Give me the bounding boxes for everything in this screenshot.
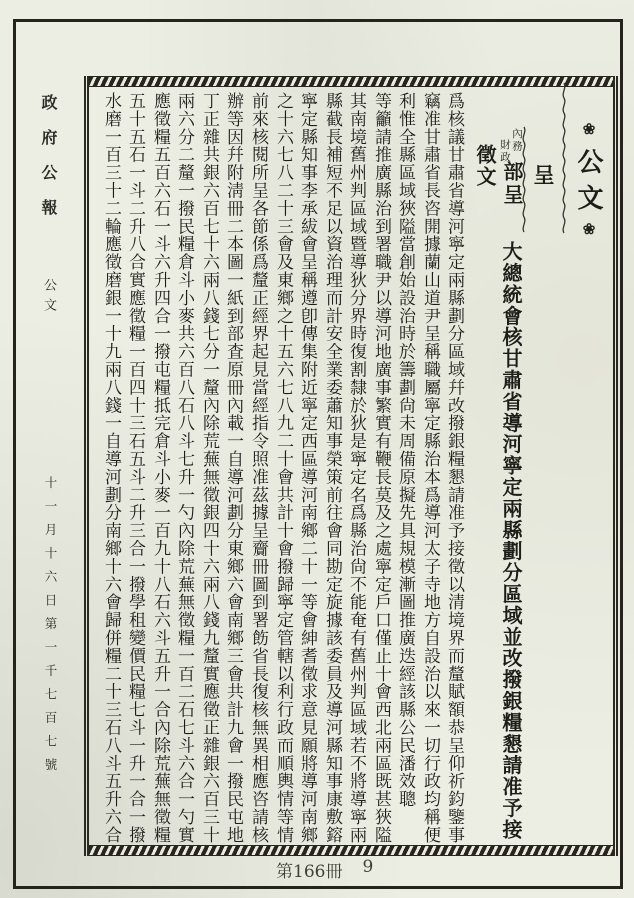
rosette-icon: ❀: [580, 120, 596, 148]
body-column: 辦等因幷附淸冊二本圖一紙到部査原冊內載一自導河劃分東鄉六會南鄉三會共計九會一撥民屯地: [224, 92, 243, 844]
body-column: 其南境舊州判區域暨導狄分界時復割隸於狄是寧定名爲縣治尙不能奄有舊州判區域若不將導寧兩: [347, 92, 366, 844]
memorial-title: 大總統會核甘肅省導河寧定兩縣劃分區域並改撥銀糧懇請准予接: [499, 241, 521, 841]
body-column: 竊准甘肅省長咨開據蘭山道尹呈稱職屬寧定縣治本爲導河太子寺地方自設治以來一切行政均稱便: [421, 92, 440, 844]
body-column: 前來核閱所呈各節係爲釐正經界起見當經指令照准茲據呈齎冊圖到署飭省長復核無異相應咨請核: [249, 92, 268, 844]
section-title: 公文: [574, 148, 603, 220]
volume-page-stamp: [276, 857, 373, 882]
body-column: 縣截長補短不足以資治理而計安全業委蕭知事榮策前往會同勘定旋據該委員及導河縣知事康敷鎔: [323, 92, 342, 844]
emphasis-wavy-line: [560, 82, 568, 234]
body-column: 爲核議甘肅省導河寧定兩縣劃分區域幷改撥銀糧懇請准予接徵以清境界而釐賦額恭呈仰祈鈞鑒事: [445, 92, 464, 844]
margin-section-label: 公文: [42, 278, 57, 318]
page-number-stamp: 9: [362, 857, 374, 877]
memorial-title-wrap: 徵文: [473, 144, 495, 188]
section-header: [570, 120, 607, 248]
issue-date-number: 十一月十六日第一千七百七號: [43, 476, 57, 782]
braided-border-bottom: [89, 845, 613, 856]
body-column: 利惟全縣區域狹隘當創始設治時於籌劃尙未周備原擬先具規模漸圖推廣迭經該縣公民潘效聰: [396, 92, 415, 808]
ministry-finance: 財政: [499, 139, 510, 164]
body-column: 丁正雜共銀六百七十六兩八錢七分一釐內除荒蕪無徵銀四十六兩八錢九釐實應徵正雜銀六百三十: [200, 92, 219, 844]
ministry-interior: 內務: [511, 128, 522, 153]
body-column: 兩六分二釐一撥民糧倉斗小麥共六百八石八斗七升一勺內除荒蕪無徵糧一百二石七斗六合一勺實: [175, 92, 194, 844]
gazette-title: 政府公報: [39, 94, 56, 234]
volume-stamp: 第166冊: [276, 862, 343, 882]
body-column: 寧定縣知事李承紱會呈稱遵卽傳集附近寧定西區導河南鄉二十一等會紳耆徵求意見願將導河南鄉: [298, 92, 317, 844]
body-column: 等籲請推廣縣治到署職尹以導河地廣事繁實有鞭長莫及之處寧定戶口僅止十會西北兩區既甚狹隘: [372, 92, 391, 844]
rosette-icon: ❀: [580, 220, 596, 248]
body-column: 之十六七八二十三會及東鄉之十五六七八九二十會共計十會撥歸寧定管轄以利行政而順輿情等情: [274, 92, 293, 844]
ministry-memorial-suffix: 部呈: [500, 161, 522, 207]
body-column: 水磨一百三十二輪應徵磨銀一十九兩八錢一自導河劃分南鄉十六會歸併糧二十三石八斗五升六合: [102, 92, 121, 844]
subsection-label-cheng: 呈: [531, 164, 555, 185]
braided-border-top: [89, 76, 613, 87]
body-column: 五十五石一斗二升八合實應徵糧一百四十三石五斗二升三合一撥學租變價民糧七斗一升一合一撥: [126, 92, 145, 844]
body-column: 應徵糧五百六石一斗六升四合一撥屯糧抵完倉斗小麥一百九十八石六斗五升一合內除荒蕪無徵糧: [151, 92, 170, 844]
